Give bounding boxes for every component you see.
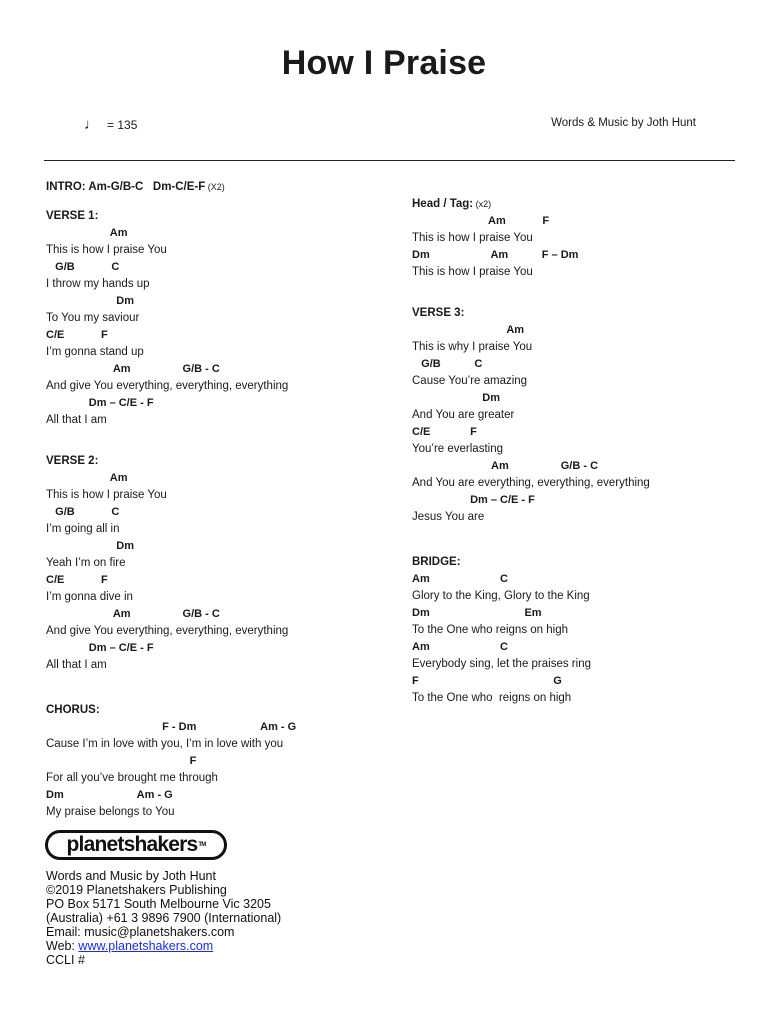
author-credit: Words & Music by Joth Hunt: [551, 117, 696, 129]
lyric-line: To the One who reigns on high: [412, 692, 572, 704]
lyric-line: I’m going all in: [46, 523, 120, 535]
lyric-line: This is how I praise You: [412, 266, 533, 278]
chord-line: Am C: [412, 641, 508, 653]
repeat-note: (x2): [473, 199, 492, 209]
lyric-line: And You are greater: [412, 409, 515, 421]
chord-line: Am G/B - C: [412, 460, 599, 472]
lyric-line: All that I am: [46, 414, 107, 426]
lyric-line: And give You everything, everything, everything: [46, 625, 289, 637]
lyric-line: Jesus You are: [412, 511, 485, 523]
chord-line: Dm: [46, 295, 135, 307]
lyric-line: For all you’ve brought me through: [46, 772, 218, 784]
chord-line: Am: [46, 472, 128, 484]
chord-line: G/B C: [412, 358, 483, 370]
lyric-line: To You my saviour: [46, 312, 140, 324]
chord-line: Dm Am F – Dm: [412, 249, 579, 261]
left-column: [46, 179, 386, 821]
section-heading: [412, 196, 742, 213]
chord-line: Am G/B - C: [46, 608, 220, 620]
lyric-line: I’m gonna dive in: [46, 591, 133, 603]
section-spacer: [46, 196, 386, 208]
chord-line: Am: [412, 324, 525, 336]
section-spacer: [412, 281, 742, 305]
footer-ccli: CCLI #: [46, 953, 85, 967]
tempo-marking: [84, 116, 137, 133]
publisher-footer: [46, 869, 281, 967]
lyric-line: This is why I praise You: [412, 341, 533, 353]
chord-line: Dm – C/E - F: [412, 494, 535, 506]
section-heading-text: Head / Tag:: [412, 198, 474, 210]
lyric-line: And give You everything, everything, everything: [46, 380, 289, 392]
logo-wordmark: planetshakers: [66, 833, 198, 856]
repeat-note: (X2): [205, 182, 225, 192]
section-spacer: [46, 674, 386, 702]
lyric-line: I’m gonna stand up: [46, 346, 144, 358]
section-heading: [46, 208, 386, 225]
footer-copyright: ©2019 Planetshakers Publishing: [46, 883, 227, 897]
section-heading-text: BRIDGE:: [412, 556, 461, 568]
chord-line: G/B C: [46, 506, 120, 518]
chord-line: Dm – C/E - F: [46, 642, 154, 654]
tempo-value: = 135: [107, 118, 138, 132]
chord-line: Dm: [46, 540, 135, 552]
section-heading-text: VERSE 1:: [46, 210, 99, 222]
section-spacer: [412, 526, 742, 554]
lyric-line: Cause I’m in love with you, I’m in love with you: [46, 738, 284, 750]
footer-phone: (Australia) +61 3 9896 7900 (International): [46, 911, 282, 925]
section-heading-text: INTRO: Am-G/B-C Dm-C/E-F: [46, 181, 206, 193]
chord-line: C/E F: [46, 574, 108, 586]
section-heading: [412, 554, 742, 571]
website-link[interactable]: www.planetshakers.com: [78, 939, 214, 953]
chord-line: C/E F: [46, 329, 108, 341]
chord-line: F: [46, 755, 197, 767]
chord-line: Dm Em: [412, 607, 542, 619]
footer-email: Email: music@planetshakers.com: [46, 925, 235, 939]
header-divider: [44, 160, 735, 161]
footer-web-label: Web:: [46, 939, 79, 953]
footer-address: PO Box 5171 South Melbourne Vic 3205: [46, 897, 271, 911]
planetshakers-logo: [45, 830, 227, 860]
chord-line: Am C: [412, 573, 508, 585]
chord-line: Dm Am - G: [46, 789, 173, 801]
chord-line: C/E F: [412, 426, 477, 438]
section-spacer: [46, 429, 386, 453]
lyric-line: You’re everlasting: [412, 443, 503, 455]
lyric-line: All that I am: [46, 659, 107, 671]
lyric-line: This is how I praise You: [46, 489, 167, 501]
song-title: How I Praise: [281, 44, 487, 82]
quarter-note-icon: ♩: [84, 116, 99, 133]
section-heading: [46, 702, 386, 719]
right-column: [412, 196, 742, 707]
chord-line: Am F: [412, 215, 550, 227]
lyric-line: My praise belongs to You: [46, 806, 175, 818]
lyric-line: Yeah I’m on fire: [46, 557, 126, 569]
lyric-line: This is how I praise You: [412, 232, 533, 244]
chord-line: G/B C: [46, 261, 120, 273]
section-heading: [46, 179, 386, 196]
lyric-line: Everybody sing, let the praises ring: [412, 658, 591, 670]
footer-web: [46, 939, 281, 953]
lyric-line: This is how I praise You: [46, 244, 167, 256]
lyric-line: And You are everything, everything, everything: [412, 477, 650, 489]
chord-line: Dm – C/E - F: [46, 397, 154, 409]
lyric-line: I throw my hands up: [46, 278, 150, 290]
chord-line: Am G/B - C: [46, 363, 220, 375]
section-heading: [46, 453, 386, 470]
lyric-line: Cause You’re amazing: [412, 375, 528, 387]
trademark-mark: TM: [198, 842, 206, 848]
footer-credit: Words and Music by Joth Hunt: [46, 869, 216, 883]
lyric-line: To the One who reigns on high: [412, 624, 568, 636]
lyric-line: Glory to the King, Glory to the King: [412, 590, 590, 602]
chord-line: Dm: [412, 392, 501, 404]
chord-line: Am: [46, 227, 128, 239]
section-heading-text: CHORUS:: [46, 704, 100, 716]
section-heading-text: VERSE 2:: [46, 455, 99, 467]
section-heading: [412, 305, 742, 322]
chord-line: F - Dm Am - G: [46, 721, 297, 733]
section-heading-text: VERSE 3:: [412, 307, 465, 319]
chord-line: F G: [412, 675, 562, 687]
